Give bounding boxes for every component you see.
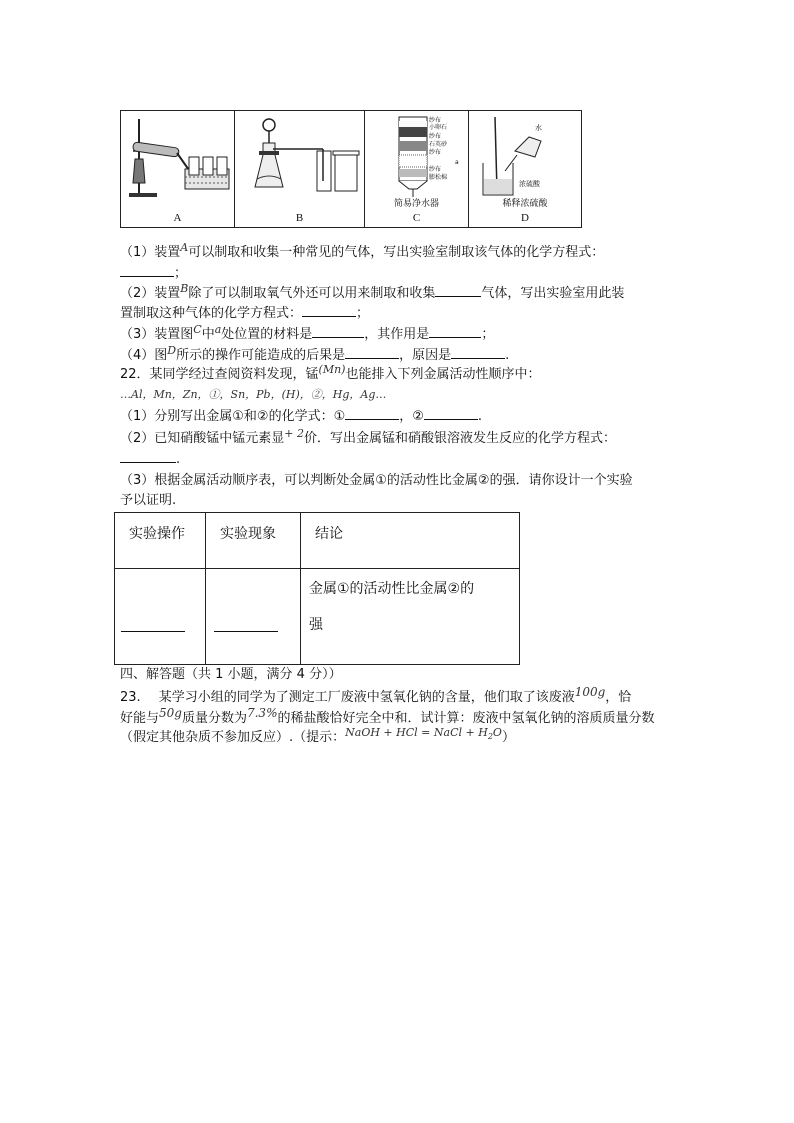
acid-label: 浓硫酸 (519, 180, 540, 188)
answer-blank[interactable] (214, 619, 278, 632)
panel-a-label: A (173, 212, 182, 224)
experiment-table (114, 512, 520, 665)
q21-part1: （1）装置$^A$可以制取和收集一种常见的气体，写出实验室制取该气体的化学方程式： (120, 241, 605, 260)
q22-part2-answer: . (120, 450, 180, 469)
panel-d (469, 111, 581, 227)
panel-a (121, 111, 235, 227)
answer-blank[interactable] (120, 264, 174, 277)
layer-label: 纱布 (429, 166, 442, 173)
q22-part1: （1）分别写出金属①和②的化学式：① ，② . (120, 409, 483, 424)
answer-blank[interactable] (429, 325, 481, 338)
q22-part2: （2）已知硝酸锰中锰元素显$^{+ 2}$价．写出金属锰和硝酸银溶液发生反应的化学方程式： (120, 427, 617, 446)
table-header-phenomenon: 实验现象 (206, 513, 301, 569)
q21-part1-answer: ； (120, 264, 187, 283)
answer-blank[interactable] (424, 407, 478, 420)
layer-label: 纱布 (429, 149, 442, 156)
q23-line2: 好能与50g质量分数为7.3%的稀盐酸恰好完全中和．试计算：废液中氢氧化钠的溶质质量分数 (120, 706, 655, 726)
panel-c-caption: 简易净水器 (393, 199, 439, 209)
q23-line3: （假定其他杂质不参加反应）.（提示：$^{NaOH + HCl = NaCl + H_2O}$） (120, 726, 515, 745)
q21-part2: （2）装置$^B$除了可以制取氧气外还可以用来制取和收集 气体，写出实验室用此装 (120, 282, 625, 301)
panel-b-label: B (295, 212, 304, 224)
water-label: 水 (535, 124, 542, 132)
panel-c (365, 111, 469, 227)
layer-label: 小卵石 (429, 124, 448, 131)
table-header-conclusion: 结论 (301, 513, 520, 569)
q22-intro: 22．某同学经过查阅资料发现，锰$^{(Mn)}$也能排入下列金属活动性顺序中： (120, 363, 541, 382)
table-cell-operation (115, 569, 206, 665)
layer-label: 膨松棉 (429, 174, 448, 181)
table-cell-conclusion: 金属①的活动性比金属②的 强 (301, 569, 520, 665)
answer-blank[interactable] (345, 346, 399, 359)
answer-blank[interactable] (121, 619, 185, 632)
answer-blank[interactable] (451, 346, 505, 359)
hint-equation: NaOH + HCl = NaCl + H2O (345, 726, 502, 741)
panel-b (235, 111, 365, 227)
q23-line1: 23. 某学习小组的同学为了测定工厂废液中氢氧化钠的含量，他们取了该废液100g，恰 (120, 685, 632, 705)
answer-blank[interactable] (312, 325, 364, 338)
table-cell-phenomenon (206, 569, 301, 665)
apparatus-d-drawing (469, 111, 581, 211)
table-header-operation: 实验操作 (115, 513, 206, 569)
q21-part2-cont: 置制取这种气体的化学方程式： ； (120, 306, 370, 321)
marker-a: a (455, 159, 459, 166)
layer-label: 纱布 (429, 133, 442, 140)
layer-label: 纱布 (429, 117, 442, 124)
section-heading: 四、解答题（共 1 小题，满分 4 分）） (120, 667, 342, 682)
panel-d-label: D (521, 212, 529, 224)
answer-blank[interactable] (435, 284, 481, 297)
q21-part3: （3）装置图$^C$中$^a$处位置的材料是 ，其作用是 ； (120, 323, 495, 342)
q22-part3-cont: 予以证明. (120, 493, 177, 508)
q21-part4: （4）图$^D$所示的操作可能造成的后果是 ，原因是 . (120, 344, 510, 363)
panel-c-label: C (412, 212, 421, 224)
q22-series: …Al，Mn，Zn，①，Sn，Pb，(H)，②，Hg，Ag… (120, 388, 387, 401)
answer-blank[interactable] (120, 450, 176, 463)
panel-d-caption: 稀释浓硫酸 (502, 199, 548, 209)
answer-blank[interactable] (345, 407, 399, 420)
apparatus-c-drawing (365, 111, 469, 211)
apparatus-a-drawing (121, 111, 235, 211)
apparatus-b-drawing (235, 111, 365, 211)
q22-part3: （3）根据金属活动顺序表，可以判断处金属①的活动性比金属②的强．请你设计一个实验 (120, 473, 633, 488)
answer-blank[interactable] (302, 304, 356, 317)
layer-label: 石英砂 (429, 141, 448, 148)
apparatus-figure (120, 110, 582, 228)
